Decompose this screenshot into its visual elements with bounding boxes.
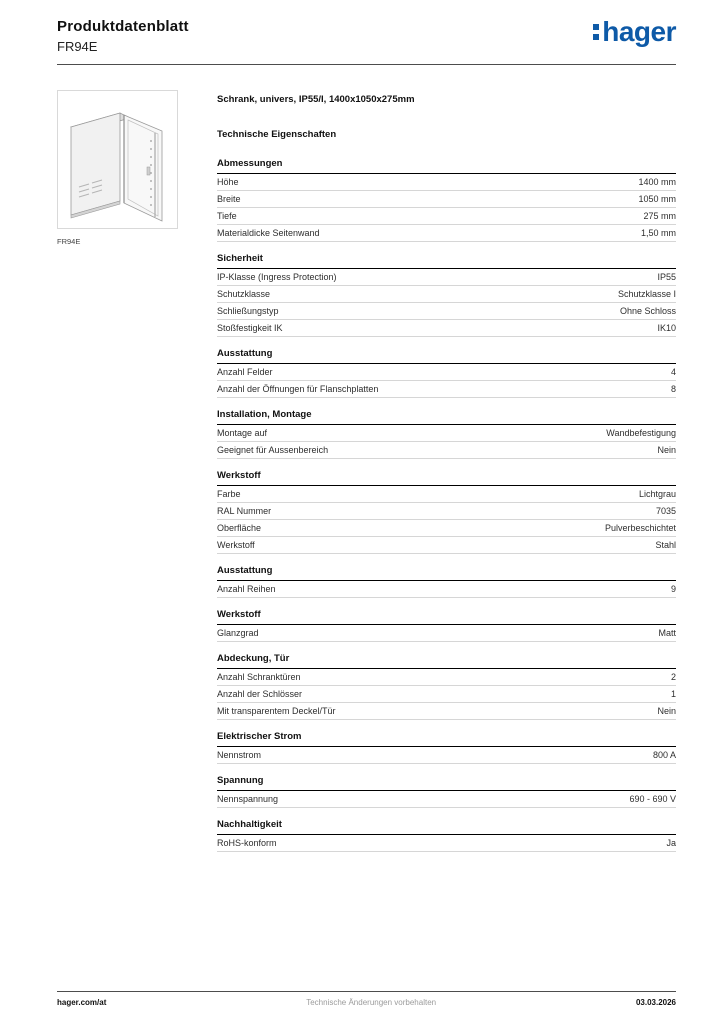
spec-row [217, 669, 676, 686]
spec-value: IK10 [657, 323, 676, 333]
spec-label: Glanzgrad [217, 628, 259, 638]
spec-section [217, 607, 676, 642]
spec-row [217, 191, 676, 208]
spec-section [217, 346, 676, 398]
cabinet-line-drawing-icon [58, 91, 177, 228]
spec-value: Nein [657, 706, 676, 716]
spec-value: Lichtgrau [638, 489, 676, 499]
tech-properties-heading: Technische Eigenschaften [217, 129, 337, 140]
content-area [57, 90, 676, 861]
spec-section [217, 156, 676, 242]
spec-value: Schutzklasse I [617, 289, 676, 299]
spec-value: 9 [670, 584, 676, 594]
spec-section [217, 563, 676, 598]
spec-value: 8 [670, 384, 676, 394]
section-title: Abmessungen [217, 156, 676, 174]
spec-value: 800 A [652, 750, 676, 760]
spec-value: Stahl [655, 540, 676, 550]
spec-row [217, 174, 676, 191]
footer-date: 03.03.2026 [635, 998, 676, 1007]
spec-row [217, 442, 676, 459]
spec-value: 1 [670, 689, 676, 699]
logo-colon-icon [593, 24, 599, 40]
spec-row [217, 520, 676, 537]
section-title: Werkstoff [217, 607, 676, 625]
section-title: Nachhaltigkeit [217, 817, 676, 835]
spec-value: Matt [658, 628, 676, 638]
spec-section [217, 651, 676, 720]
spec-label: Werkstoff [217, 540, 255, 550]
footer-note: Technische Änderungen vorbehalten [306, 998, 437, 1007]
spec-row [217, 303, 676, 320]
spec-label: Montage auf [217, 428, 268, 438]
spec-label: Farbe [217, 489, 241, 499]
spec-label: Nennspannung [217, 794, 279, 804]
section-title: Spannung [217, 773, 676, 791]
page-header [57, 18, 676, 54]
product-image-column [57, 90, 217, 861]
spec-row [217, 835, 676, 852]
spec-label: Stoßfestigkeit IK [217, 323, 283, 333]
spec-label: Materialdicke Seitenwand [217, 228, 320, 238]
spec-section [217, 251, 676, 337]
spec-label: RAL Nummer [217, 506, 272, 516]
spec-label: RoHS-konform [217, 838, 277, 848]
spec-row [217, 791, 676, 808]
section-title: Installation, Montage [217, 407, 676, 425]
section-title: Werkstoff [217, 468, 676, 486]
spec-label: Nennstrom [217, 750, 262, 760]
spec-value: Ohne Schloss [619, 306, 676, 316]
section-title: Abdeckung, Tür [217, 651, 676, 669]
spec-row [217, 703, 676, 720]
header-divider [57, 64, 676, 65]
spec-label: IP-Klasse (Ingress Protection) [217, 272, 337, 282]
spec-label: Breite [217, 194, 241, 204]
footer-website: hager.com/at [57, 998, 107, 1007]
spec-value: 1,50 mm [640, 228, 676, 238]
spec-label: Anzahl Felder [217, 367, 273, 377]
spec-value: Ja [666, 838, 676, 848]
section-title: Ausstattung [217, 563, 676, 581]
spec-value: 4 [670, 367, 676, 377]
spec-label: Geeignet für Aussenbereich [217, 445, 329, 455]
spec-row [217, 625, 676, 642]
spec-value: IP55 [657, 272, 676, 282]
spec-label: Oberfläche [217, 523, 262, 533]
section-title: Sicherheit [217, 251, 676, 269]
spec-row [217, 425, 676, 442]
spec-label: Höhe [217, 177, 239, 187]
spec-value: Nein [657, 445, 676, 455]
spec-value: 2 [670, 672, 676, 682]
product-image-frame [57, 90, 178, 229]
spec-row [217, 208, 676, 225]
spec-value: 1050 mm [638, 194, 676, 204]
hager-logo [593, 16, 676, 47]
spec-row [217, 503, 676, 520]
spec-section [217, 468, 676, 554]
product-code: FR94E [57, 39, 98, 54]
spec-value: Wandbefestigung [606, 428, 676, 438]
page-footer [57, 991, 676, 1007]
spec-label: Schließungstyp [217, 306, 279, 316]
document-title: Produktdatenblatt [57, 18, 189, 35]
spec-label: Anzahl Reihen [217, 584, 276, 594]
spec-row [217, 286, 676, 303]
spec-section [217, 773, 676, 808]
spec-row [217, 320, 676, 337]
spec-value: 7035 [655, 506, 676, 516]
spec-row [217, 225, 676, 242]
spec-section [217, 729, 676, 764]
spec-section [217, 817, 676, 852]
spec-sections [217, 156, 676, 852]
spec-row [217, 381, 676, 398]
spec-value: 1400 mm [638, 177, 676, 187]
spec-label: Anzahl der Schlösser [217, 689, 303, 699]
section-title: Elektrischer Strom [217, 729, 676, 747]
spec-label: Schutzklasse [217, 289, 271, 299]
spec-value: 690 - 690 V [629, 794, 676, 804]
spec-label: Anzahl der Öffnungen für Flanschplatten [217, 384, 379, 394]
spec-row [217, 686, 676, 703]
spec-label: Mit transparentem Deckel/Tür [217, 706, 336, 716]
spec-row [217, 747, 676, 764]
product-title: Schrank, univers, IP55/I, 1400x1050x275mm [217, 94, 415, 105]
spec-row [217, 486, 676, 503]
spec-row [217, 537, 676, 554]
spec-value: Pulverbeschichtet [604, 523, 676, 533]
spec-section [217, 407, 676, 459]
spec-row [217, 581, 676, 598]
spec-row [217, 269, 676, 286]
section-title: Ausstattung [217, 346, 676, 364]
spec-value: 275 mm [643, 211, 676, 221]
logo-text: hager [602, 16, 676, 47]
spec-column [217, 90, 676, 861]
spec-row [217, 364, 676, 381]
spec-label: Tiefe [217, 211, 237, 221]
product-image-caption: FR94E [57, 237, 81, 246]
spec-label: Anzahl Schranktüren [217, 672, 301, 682]
